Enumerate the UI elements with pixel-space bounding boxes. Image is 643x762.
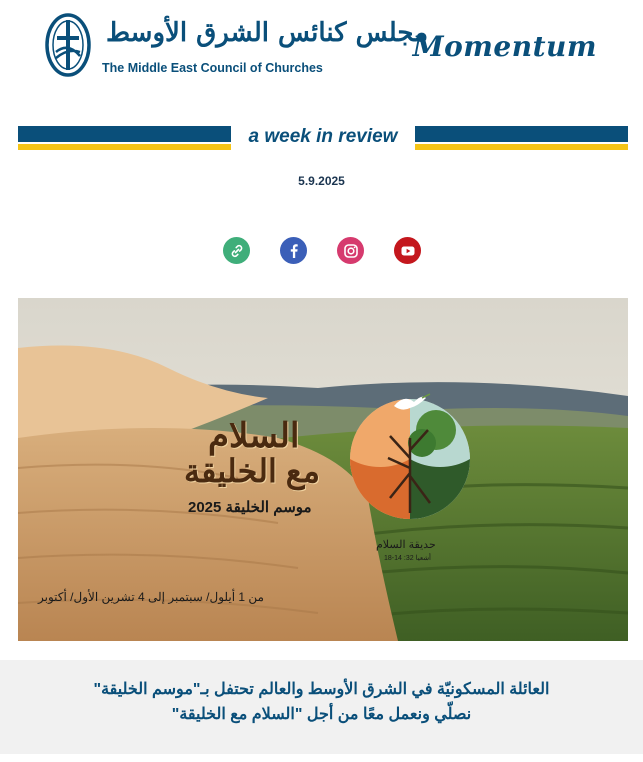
social-links: [0, 237, 643, 265]
headline-line2: نصلّي ونعمل معًا من أجل "السلام مع الخليقة": [171, 706, 472, 723]
hero-title-line1: السلام: [208, 417, 300, 455]
youtube-link-button[interactable]: [394, 237, 421, 264]
article-headline-box: [0, 660, 643, 754]
facebook-icon: [287, 243, 301, 259]
hero-season-label: موسم الخليقة 2025: [188, 499, 312, 516]
banner-stripe-left: [18, 126, 231, 152]
facebook-link-button[interactable]: [280, 237, 307, 264]
instagram-link-button[interactable]: [337, 237, 364, 264]
article-headline[interactable]: [60, 677, 583, 727]
hero-dates: من 1 أيلول/ سبتمبر إلى 4 تشرين الأول/ أكتوبر: [38, 590, 264, 604]
mecc-logo[interactable]: [44, 12, 429, 80]
issue-date: 5.9.2025: [298, 174, 345, 188]
logo-arabic-text: مجلس كنائس الشرق الأوسط: [106, 18, 429, 48]
hero-verse-reference: أشعيا 32: 14-18: [384, 555, 432, 562]
header: [0, 0, 643, 100]
newsletter-title: Momentum: [412, 30, 597, 63]
website-link-button[interactable]: [223, 237, 250, 264]
banner-stripe-right: [415, 126, 628, 152]
link-icon: [229, 243, 245, 259]
hero-title-line2: مع الخليقة: [184, 453, 320, 489]
banner-tagline: a week in review: [248, 126, 398, 147]
headline-line1: العائلة المسكونيّة في الشرق الأوسط والعالم تحتفل بـ"موسم الخليقة": [93, 681, 550, 698]
youtube-icon: [400, 243, 416, 259]
instagram-icon: [343, 243, 359, 259]
logo-english-text: The Middle East Council of Churches: [102, 61, 323, 75]
hero-garden-label: حديقة السلام: [376, 539, 436, 551]
cross-emblem-icon: [44, 12, 104, 78]
season-of-creation-banner[interactable]: [18, 298, 628, 641]
week-in-review-banner: [18, 126, 628, 152]
